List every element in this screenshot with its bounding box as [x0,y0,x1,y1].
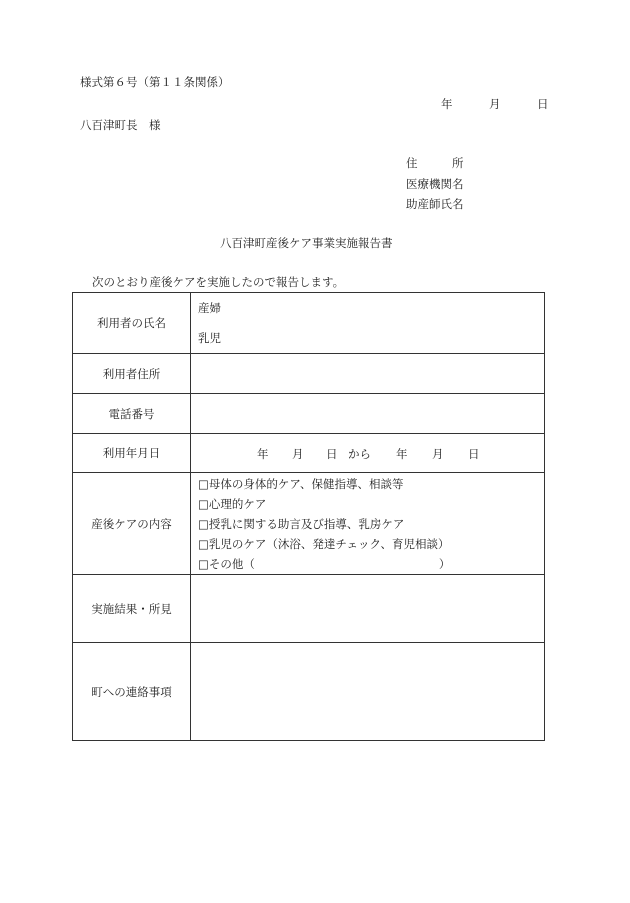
table-row [73,394,545,434]
care-content-field [191,473,545,575]
user-name-field[interactable] [191,293,545,354]
usage-day1: 日 [326,447,338,461]
midwife-label: 助産師氏名 [406,197,464,211]
date-day-label: 日 [537,97,549,111]
results-field[interactable] [191,575,545,643]
user-address-field[interactable] [191,354,545,394]
form-number: 様式第６号（第１１条関係） [80,75,230,89]
care-option-psychological[interactable]: □心理的ケア [198,496,267,511]
table-row [73,575,545,643]
mother-label: 産婦 [198,301,221,315]
user-address-label: 利用者住所 [73,354,191,394]
care-option-infant[interactable]: □乳児のケア（沐浴、発達チェック、育児相談） [198,536,450,551]
usage-day2: 日 [468,447,480,461]
table-row [73,643,545,741]
institution-label: 医療機関名 [406,177,464,191]
phone-field[interactable] [191,394,545,434]
table-row [73,293,545,354]
report-table [72,292,545,741]
user-name-label: 利用者の氏名 [73,293,191,354]
usage-date-label: 利用年月日 [73,434,191,473]
usage-from: から [348,447,371,461]
phone-label: 電話番号 [73,394,191,434]
infant-label: 乳児 [198,331,221,345]
date-month-label: 月 [489,97,501,111]
notes-label: 町への連絡事項 [73,643,191,741]
usage-date-field[interactable] [191,434,545,473]
table-row [73,434,545,473]
document-title: 八百津町産後ケア事業実施報告書 [220,236,393,250]
date-year-label: 年 [441,97,453,111]
care-option-physical[interactable]: □母体の身体的ケア、保健指導、相談等 [198,476,404,491]
usage-month1: 月 [292,447,304,461]
usage-year1: 年 [257,447,269,461]
intro-text: 次のとおり産後ケアを実施したので報告します。 [92,275,345,289]
table-row [73,354,545,394]
address-label: 住 所 [406,156,464,170]
notes-field[interactable] [191,643,545,741]
table-row [73,473,545,575]
usage-year2: 年 [396,447,408,461]
results-label: 実施結果・所見 [73,575,191,643]
care-option-other[interactable]: □その他（ ） [198,556,451,571]
addressee: 八百津町長 様 [80,118,161,132]
care-option-breastfeeding[interactable]: □授乳に関する助言及び指導、乳房ケア [198,516,405,531]
usage-month2: 月 [432,447,444,461]
care-content-label: 産後ケアの内容 [73,473,191,575]
